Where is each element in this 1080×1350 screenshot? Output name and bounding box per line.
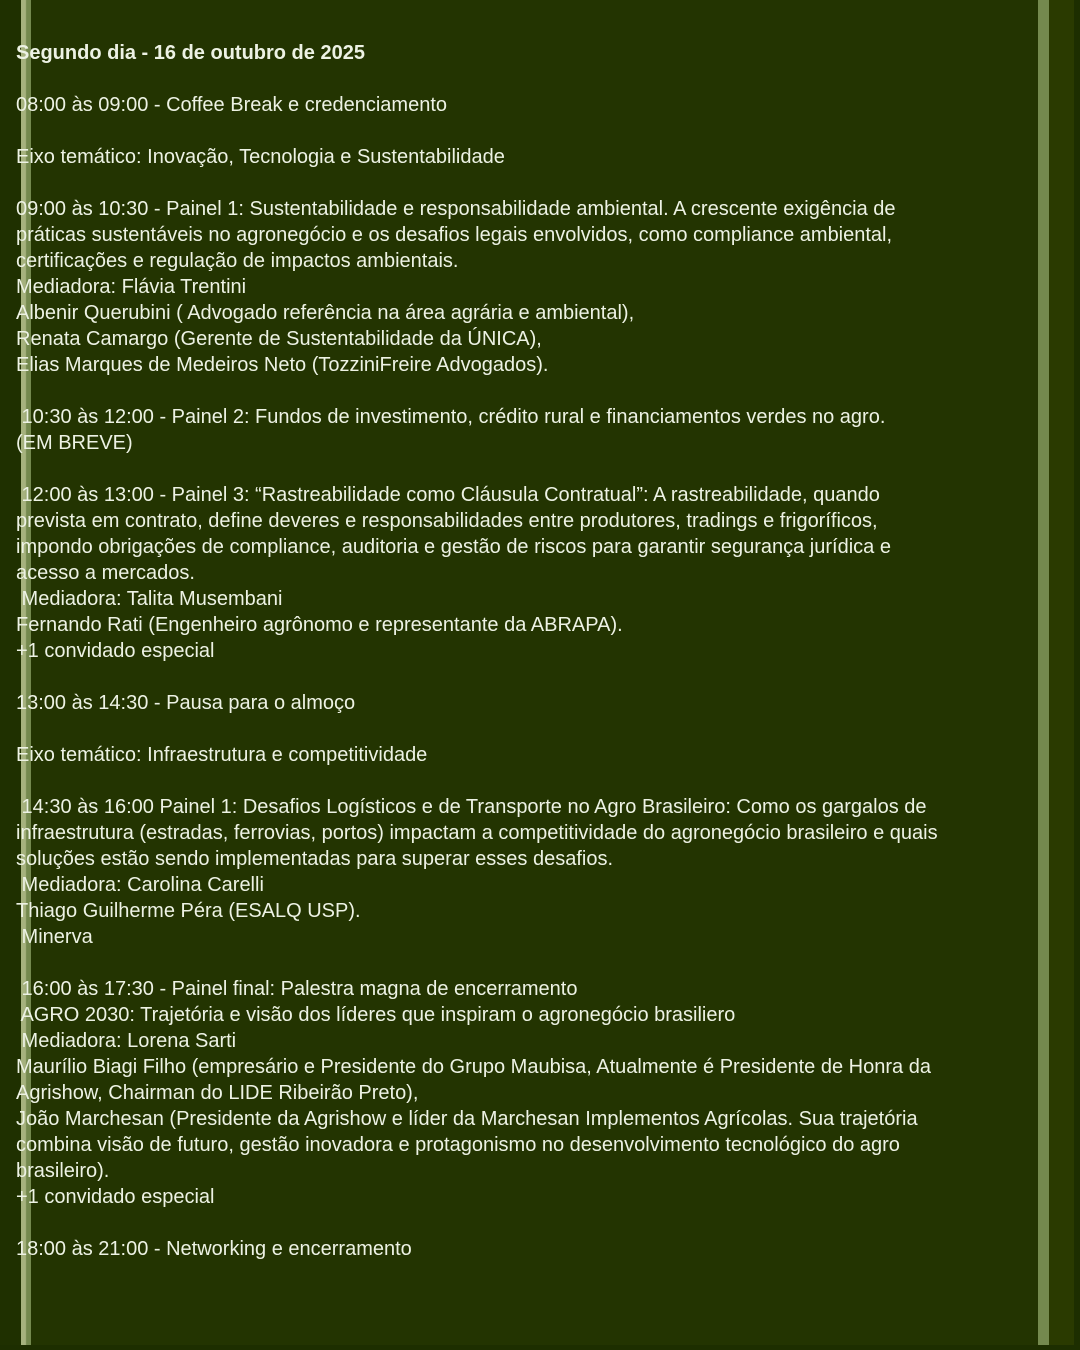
schedule-line: soluções estão sendo implementadas para superar esses desafios. bbox=[16, 848, 614, 870]
schedule-line: prevista em contrato, define deveres e responsabilidades entre produtores, tradings e frigoríficos, bbox=[16, 510, 878, 532]
schedule-line: Thiago Guilherme Péra (ESALQ USP). bbox=[16, 900, 361, 922]
schedule bbox=[16, 92, 1072, 1262]
schedule-line: 08:00 às 09:00 - Coffee Break e credenciamento bbox=[16, 94, 448, 116]
schedule-line: Fernando Rati (Engenheiro agrônomo e representante da ABRAPA). bbox=[16, 614, 623, 636]
schedule-line: impondo obrigações de compliance, auditoria e gestão de riscos para garantir segurança jurídica e bbox=[16, 536, 891, 558]
schedule-line: práticas sustentáveis no agronegócio e os desafios legais envolvidos, como compliance ambiental, bbox=[16, 224, 893, 246]
schedule-line: Mediadora: Flávia Trentini bbox=[16, 276, 247, 298]
schedule-line: +1 convidado especial bbox=[16, 1186, 215, 1208]
schedule-line: João Marchesan (Presidente da Agrishow e líder da Marchesan Implementos Agrícolas. Sua trajetória bbox=[16, 1108, 918, 1130]
schedule-line: 13:00 às 14:30 - Pausa para o almoço bbox=[16, 692, 356, 714]
schedule-line: (EM BREVE) bbox=[16, 432, 133, 454]
schedule-block bbox=[16, 976, 1072, 1210]
schedule-line: Mediadora: Carolina Carelli bbox=[16, 874, 264, 896]
schedule-line: 12:00 às 13:00 - Painel 3: “Rastreabilidade como Cláusula Contratual”: A rastreabilidade, quando bbox=[16, 484, 880, 506]
schedule-line: acesso a mercados. bbox=[16, 562, 195, 584]
schedule-line: AGRO 2030: Trajetória e visão dos líderes que inspiram o agronegócio brasiliero bbox=[16, 1004, 736, 1026]
schedule-line: 09:00 às 10:30 - Painel 1: Sustentabilidade e responsabilidade ambiental. A crescente exigência de bbox=[16, 198, 896, 220]
schedule-line: Albenir Querubini ( Advogado referência na área agrária e ambiental), bbox=[16, 302, 635, 324]
schedule-block bbox=[16, 742, 1072, 768]
schedule-block bbox=[16, 92, 1072, 118]
schedule-line: brasileiro). bbox=[16, 1160, 110, 1182]
schedule-line: +1 convidado especial bbox=[16, 640, 215, 662]
schedule-line: certificações e regulação de impactos ambientais. bbox=[16, 250, 459, 272]
schedule-block bbox=[16, 690, 1072, 716]
schedule-block bbox=[16, 404, 1072, 456]
schedule-line: Eixo temático: Inovação, Tecnologia e Sustentabilidade bbox=[16, 146, 505, 168]
schedule-block bbox=[16, 482, 1072, 664]
schedule-line: 14:30 às 16:00 Painel 1: Desafios Logísticos e de Transporte no Agro Brasileiro: Como os gargalos de bbox=[16, 796, 927, 818]
schedule-line: Agrishow, Chairman do LIDE Ribeirão Preto), bbox=[16, 1082, 419, 1104]
schedule-line: Elias Marques de Medeiros Neto (TozziniFreire Advogados). bbox=[16, 354, 549, 376]
schedule-line: Minerva bbox=[16, 926, 93, 948]
schedule-line: Mediadora: Lorena Sarti bbox=[16, 1030, 237, 1052]
schedule-line: 18:00 às 21:00 - Networking e encerramento bbox=[16, 1238, 412, 1260]
schedule-line: Renata Camargo (Gerente de Sustentabilidade da ÚNICA), bbox=[16, 328, 542, 350]
schedule-line: Maurílio Biagi Filho (empresário e Presidente do Grupo Maubisa, Atualmente é Presidente de Honra da bbox=[16, 1056, 931, 1078]
schedule-line: combina visão de futuro, gestão inovadora e protagonismo no desenvolvimento tecnológico do agro bbox=[16, 1134, 900, 1156]
schedule-block bbox=[16, 794, 1072, 950]
schedule-line: 10:30 às 12:00 - Painel 2: Fundos de investimento, crédito rural e financiamentos verdes no agro. bbox=[16, 406, 886, 428]
schedule-line: infraestrutura (estradas, ferrovias, portos) impactam a competitividade do agronegócio brasileiro e quais bbox=[16, 822, 938, 844]
schedule-line: 16:00 às 17:30 - Painel final: Palestra magna de encerramento bbox=[16, 978, 578, 1000]
schedule-block bbox=[16, 144, 1072, 170]
schedule-block bbox=[16, 196, 1072, 378]
page-title: Segundo dia - 16 de outubro de 2025 bbox=[16, 42, 365, 64]
schedule-line: Mediadora: Talita Musembani bbox=[16, 588, 283, 610]
schedule-block bbox=[16, 1236, 1072, 1262]
schedule-line: Eixo temático: Infraestrutura e competitividade bbox=[16, 744, 428, 766]
